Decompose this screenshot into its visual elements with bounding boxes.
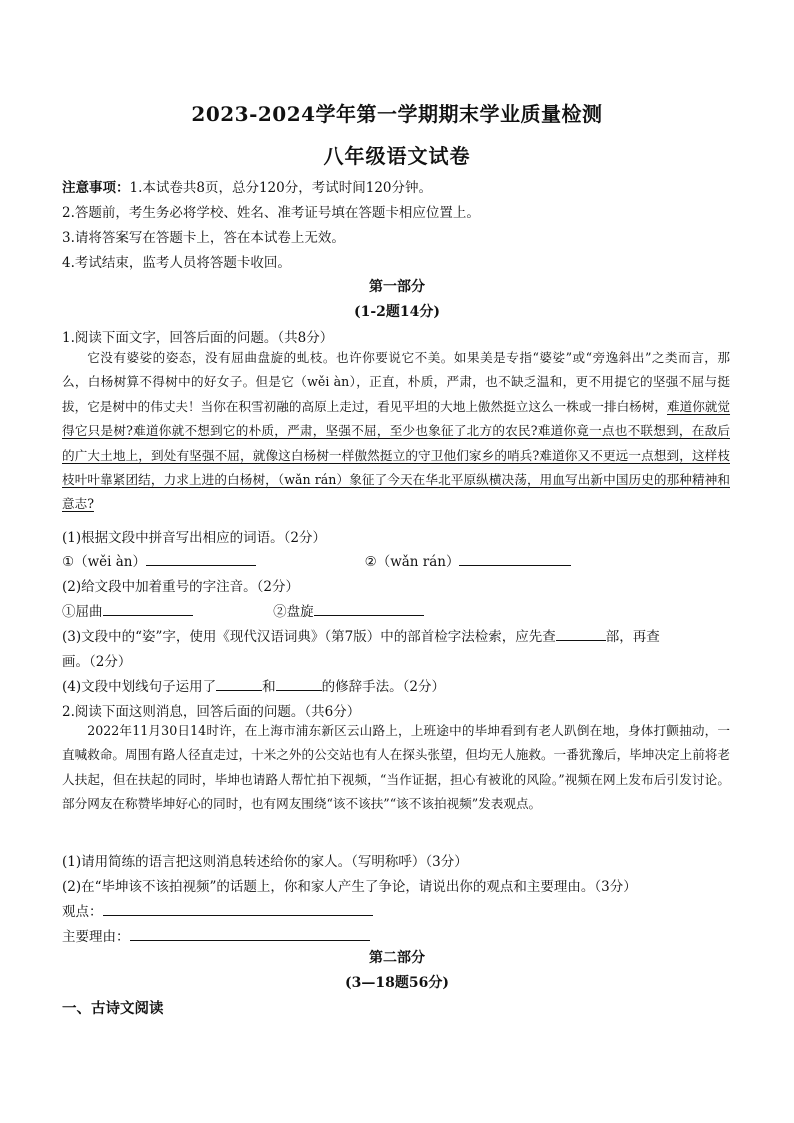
q1-sub1-answers	[62, 550, 742, 570]
q1-sub4-text-a: (4)文段中划线句子运用了	[62, 679, 217, 695]
part1-title: 第一部分	[369, 279, 425, 295]
notice-label: 注意事项：	[62, 180, 130, 196]
answer-blank[interactable]	[216, 677, 262, 691]
q1-sub4-text-b: 和	[262, 679, 276, 695]
q2-passage: 2022年11月30日14时许，在上海市浦东新区云山路上，上班途中的毕坤看到有老人趴倒在地，身体打颤抽动，一直喊救命。周围有路人径直走过，十米之外的公交站也有人在探头张望，但均无人施救。一番犹豫后，毕坤决定上前将老人扶起，但在扶起的同时，毕坤也请路人帮忙拍下视频，“当作证据，担心有被讹的风险。”视频在网上发布后引发讨论。部分网友在称赞毕坤好心的同时，也有网友围绕“该不该扶”“该不该拍视频”发表观点。	[62, 723, 730, 812]
q1-sub2: (2)给文段中加着重号的字注音。（2分）	[62, 579, 299, 595]
answer-blank[interactable]	[314, 602, 424, 616]
notice-line-1	[62, 176, 742, 196]
q2-view-row	[62, 900, 742, 920]
answer-blank[interactable]	[103, 602, 193, 616]
answer-blank[interactable]	[459, 552, 571, 566]
part2-range: (3—18题56分)	[345, 975, 449, 991]
exam-subtitle: 八年级语文试卷	[323, 144, 471, 168]
q1-sub3-tail: 画。（2分）	[62, 654, 132, 670]
view-label: 观点：	[62, 904, 103, 920]
q1-sub1-a: ①（wěi àn）	[62, 554, 146, 570]
reason-answer-line[interactable]	[130, 927, 370, 941]
answer-blank[interactable]	[146, 552, 256, 566]
q1-sub2-answers	[62, 600, 742, 620]
answer-blank[interactable]	[276, 677, 322, 691]
notice-item-2: 2.答题前，考生务必将学校、姓名、准考证号填在答题卡相应位置上。	[62, 205, 480, 221]
section-heading: 一、古诗文阅读	[62, 1000, 164, 1017]
q1-sub3-text-b: 部，再查	[605, 629, 660, 645]
q1-passage	[62, 346, 730, 517]
q2-sub1: (1)请用简练的语言把这则消息转述给你的家人。（写明称呼）（3分）	[62, 854, 468, 870]
exam-title: 2023-2024学年第一学期期末学业质量检测	[191, 102, 603, 126]
q2-reason-row	[62, 925, 742, 945]
notice-item-4: 4.考试结束，监考人员将答题卡收回。	[62, 255, 291, 271]
q1-sub1-b: ②（wǎn rán）	[364, 554, 460, 570]
q1-sub3-text-a: (3)文段中的“姿”字，使用《现代汉语词典》（第7版）中的部首检字法检索，应先查	[62, 629, 556, 645]
q1-passage-underlined: 难道你就觉得它只是树?难道你就不想到它的朴质，严肃，坚强不屈，至少也象征了北方的农民?难道你竟一点也不联想到，在敌后的广大土地上，到处有坚强不屈，就像这白杨树一样傲然挺立的守卫他们家乡的哨兵?难道你又不更远一点想到，这样枝枝叶叶靠紧团结，力求上进的白杨树，（wǎn rán）象征了今天在华北平原纵横决荡，用血写出新中国历史的那种精神和意志?	[62, 398, 731, 512]
answer-blank[interactable]	[556, 627, 606, 641]
view-answer-line[interactable]	[103, 902, 373, 916]
q2-stem: 2.阅读下面这则消息，回答后面的问题。（共6分）	[62, 704, 361, 720]
q1-sub2-b: ②盘旋	[273, 604, 314, 620]
q1-sub4	[62, 675, 742, 695]
q1-sub4-text-c: 的修辞手法。（2分）	[321, 679, 445, 695]
notice-item-3: 3.请将答案写在答题卡上，答在本试卷上无效。	[62, 230, 345, 246]
part1-range: (1-2题14分)	[353, 304, 441, 320]
part2-title: 第二部分	[369, 950, 425, 966]
q1-sub3	[62, 625, 742, 645]
q1-stem: 1.阅读下面文字，回答后面的问题。（共8分）	[62, 330, 334, 346]
reason-label: 主要理由：	[62, 929, 130, 945]
q1-sub1: (1)根据文段中拼音写出相应的词语。（2分）	[62, 530, 326, 546]
q2-sub2: (2)在“毕坤该不该拍视频”的话题上，你和家人产生了争论，请说出你的观点和主要理由。（3分）	[62, 879, 637, 895]
notice-item-1: 1.本试卷共8页，总分120分，考试时间120分钟。	[129, 180, 433, 196]
q1-sub2-a: ①屈曲	[62, 604, 103, 620]
q1-passage-text: 它没有婆娑的姿态，没有屈曲盘旋的虬枝。也许你要说它不美。如果美是专指“婆娑”或“旁逸斜出”之类而言，那么，白杨树算不得树中的好女子。但是它（wěi àn），正直，朴质，严肃，也不缺乏温和，更不用提它的坚强不屈与挺拔，它是树中的伟丈夫！当你在积雪初融的高原上走过，看见平坦的大地上傲然挺立这么一株或一排白杨树，	[62, 350, 730, 414]
